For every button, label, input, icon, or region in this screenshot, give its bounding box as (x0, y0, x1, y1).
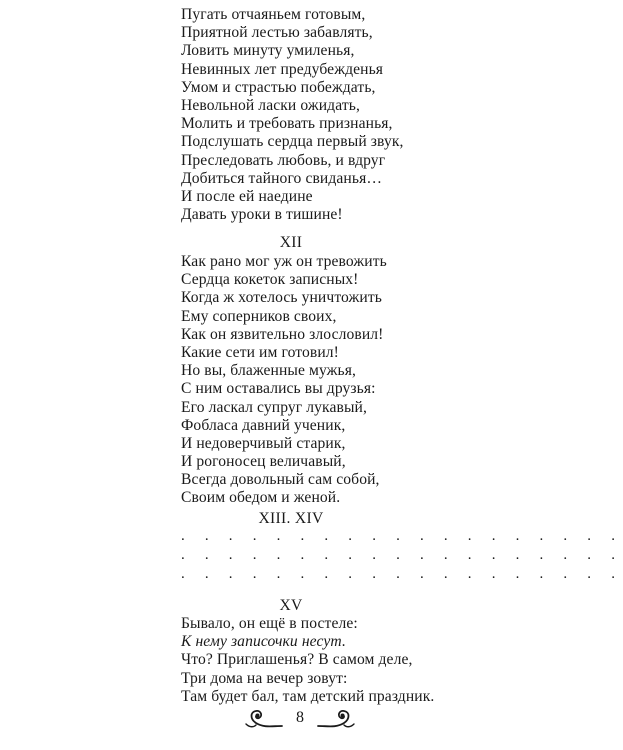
verse-line: Невинных лет предубежденья (181, 60, 384, 78)
omission-dots: . . . . . . . . . . . . . . . . . . . (181, 566, 623, 582)
verse-line: Преследовать любовь, и вдруг (181, 151, 386, 169)
verse-line: И после ей наедине (181, 187, 313, 205)
verse-line: Невольной ласки ожидать, (181, 96, 360, 114)
verse-line: Своим обедом и женой. (181, 489, 341, 507)
verse-line: Ловить минуту умиленья, (181, 42, 355, 60)
verse-line: Фобласа давний ученик, (181, 416, 346, 434)
stanza-xii (181, 253, 511, 508)
verse-line: Когда ж хотелось уничтожить (181, 289, 382, 307)
verse-line: Но вы, блаженные мужья, (181, 362, 357, 380)
verse-line: С ним оставались вы друзья: (181, 380, 376, 398)
verse-line-italic: К нему записочки несут. (181, 633, 346, 651)
verse-line: И недоверчивый старик, (181, 434, 346, 452)
page-number: 8 (296, 709, 304, 726)
stanza-heading-xiii-xiv: XIII. XIV (258, 510, 324, 527)
stanza-xv (181, 615, 511, 706)
verse-line: Как рано мог уж он тревожить (181, 253, 387, 270)
page-footer (0, 700, 600, 740)
verse-line: Там будет бал, там детский праздник. (181, 687, 435, 705)
stanza-heading-xv: XV (279, 597, 303, 614)
left-flourish-icon (244, 706, 284, 732)
verse-line: Что? Приглашенья? В самом деле, (181, 651, 413, 669)
verse-line: Молить и требовать признанья, (181, 115, 393, 133)
stanza-xi-continuation (181, 6, 511, 224)
verse-line: Давать уроки в тишине! (181, 206, 343, 224)
right-flourish-icon (316, 706, 356, 732)
verse-line: Всегда довольный сам собой, (181, 471, 380, 489)
verse-line: Подслушать сердца первый звук, (181, 133, 404, 151)
verse-line: Умом и страстью побеждать, (181, 78, 376, 96)
verse-line: Какие сети им готовил! (181, 343, 339, 361)
verse-line: И рогоносец величавый, (181, 453, 346, 471)
stanza-heading-xii: XII (279, 234, 303, 251)
omission-dots: . . . . . . . . . . . . . . . . . . . (181, 528, 623, 544)
verse-line: Приятной лестью забавлять, (181, 24, 373, 42)
verse-line: Пугать отчаяньем готовым, (181, 6, 366, 23)
verse-line: Ему соперников своих, (181, 307, 337, 325)
verse-line: Как он язвительно злословил! (181, 325, 384, 343)
verse-line: Добиться тайного свиданья… (181, 169, 383, 187)
verse-line: Сердца кокеток записных! (181, 271, 359, 289)
verse-line: Бывало, он ещё в постеле: (181, 615, 358, 632)
verse-line: Его ласкал супруг лукавый, (181, 398, 367, 416)
omission-dots: . . . . . . . . . . . . . . . . . . . (181, 547, 623, 563)
verse-line: Три дома на вечер зовут: (181, 669, 348, 687)
